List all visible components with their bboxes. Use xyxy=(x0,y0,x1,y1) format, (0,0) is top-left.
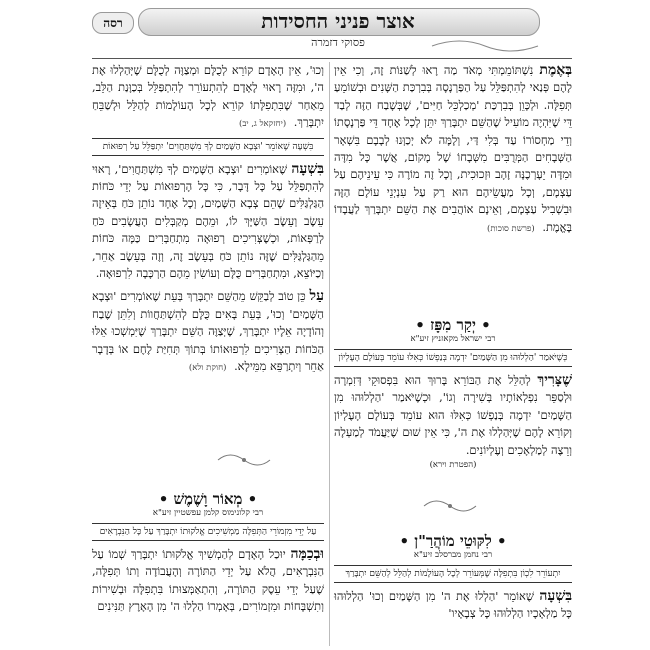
section-title: • לִקּוּטֵי מוֹהֲרַ"ן • xyxy=(399,532,507,550)
paragraph xyxy=(92,161,324,283)
lead-word: וּבְכַמָּה xyxy=(290,546,325,562)
source-ref: (פרשת סוכות) xyxy=(487,223,535,234)
paragraph-text: כֵּן טוֹב לְבַקֵּשׁ מֵהַשֵּׁם יִתְבָּרַךְ בְּעֵת שֶׁאוֹמְרִים 'וּצְבָא הַשָּׁמַיִם' וְכוּ', בְּעֵת בָּאִים כֻּלָּם לְהִשְׁתַּחֲווֹת וְלִתֵּן שֶׁבַח וְהוֹדָיָה אֵלָיו יִתְבָּרַךְ, שֶׁיְּצַוֶּה הַשֵּׁם יִתְבָּרַךְ שֶׁיִּמְשְׁכוּ אֵלּוּ הַכֹּחוֹת הַצְּרִיכִים לִרְפוּאוֹתוֹ בְּתוֹךְ תְּחִיַּת לֶחֶם אוֹ בְּדָבָר אַחֵר וְיִתְרַפֵּא מִמֵּילָא. xyxy=(92,289,324,374)
paragraph-text: נִשְׁתּוֹמֵמְתִּי מְאֹד מַה רָאוּ לְשַׁנּוֹת זֶה, וְכִי אֵין לָהֶם פְּנַאי לְהִתְפַּלֵּל עַל הַפַּרְנָסָה בְּבִרְכַּת הַשָּׁנִים וּבְשׁוֹמֵעַ תְּפִלָּה. וּלְכָּוֵן בְּבִרְכַּת 'מְכַלְכֵּל חַיִּים', שֶׁבְּשָׁבַח הַזֶּה לְבַד דֵּי שֶׁיִּהְיֶה מוֹעִיל שֶׁהַשֵּׁם יִתְבָּרַךְ יִתֵּן לְכָל אֶחָד דֵּי פַּרְנָסָתוֹ וְדֵי מַחְסוֹרוֹ עַד בְּלִי דַּי, וְלָמָּה לֹא יְכַוְּנוּ לְבָבָם בִּשְׁאָר הַשְּׁבָחִים הַמְּרֻבִּים מִשְּׁבָחוֹ שֶׁל מָקוֹם, אֲשֶׁר כָּל מִדָּה וּמִדָּה יֵעָרְכֶנָּה זָהָב וּזְכוּכִית, וְכָל זֶה מוֹרֶה כִּי עֵינֵיהֶם עַל עַצְמָם, וְכָל מַעֲשֵׂיהֶם הוּא רַק עַל עִנְיְנֵי עוֹלָם הַזֶּה וּבִשְׁבִיל עַצְמָם, וְאֵינָם אוֹהֲבִים אֶת הַשֵּׁם יִתְבָּרַךְ לַעֲבָדוֹ בֶּאֱמֶת. xyxy=(334,63,572,234)
paragraph xyxy=(334,588,572,623)
paragraph-text: יוּכַל הָאָדָם לְהַמְשִׁיךְ אֱלֹקוּתוֹ יִתְבָּרַךְ שְׁמוֹ עַל הַנִּבְרָאִים, הֲלֹא עַל יְדֵי הַתּוֹרָה וְהָעֲבוֹדָה וְתוֹ תְּפִלָּה, שֶׁעַל יְדֵי עֵסֶק הַתּוֹרָה, וְהִתְאַמְּצוּתוֹ בִּתְפִלָּה וּבְשִׁירוֹת וְתִשְׁבָּחוֹת וּמִזְמוֹרִים, בְּאָמְרוֹ הַלְלוּ ה' מִן הָאָרֶץ תַּנִּינִים xyxy=(92,547,324,614)
paragraph-text: לְהַלֵּל אֶת הַבּוֹרֵא בָּרוּךְ הוּא בִּפְסוּקֵי דְּזִמְרָה וּלְסַפֵּר נִפְלְאוֹתָיו בְּשִׁירָה וְגוֹ', וּכְשֶׁיֹּאמַר 'הַלְלוּהוּ מִן הַשָּׁמַיִם' יִדְמֶה בְּנַפְשׁוֹ כְּאִלּוּ הוּא עוֹמֵד בְּעוֹלָם הָעֶלְיוֹן וְקוֹרֵא לָהֶם שֶׁיְּהַלְלוּ אֶת ה', כִּי אֵין שׁוּם שֶׁיַּעֲמֹד לְמַעְלָה וְרֵצֶה לְמַלְאָכִים וְעֶלְיוֹנִים. xyxy=(334,373,572,457)
section-title: • מְאוֹר וָשֶׁמֶשׁ • xyxy=(158,490,258,508)
lead-word: עַל xyxy=(309,288,324,305)
flourish-ornament-icon xyxy=(422,496,478,516)
section-author: רבי ישראל מקאזניץ זיע"א xyxy=(410,334,496,344)
section-title: • יְקַר מִפָּז • xyxy=(415,316,491,334)
left-section-maor-vashemesh xyxy=(92,486,324,616)
source-ref: (יחזקאל ג, יב) xyxy=(239,119,287,130)
header-flourish-icon xyxy=(430,38,540,58)
paragraph xyxy=(92,288,324,377)
paragraph xyxy=(334,372,572,459)
right-section-yekar-mipaz xyxy=(334,312,572,471)
page-number: רסה xyxy=(92,12,134,34)
summary-box: כְּשֶׁיֹּאמַר 'הַלְלוּהוּ מִן הַשָּׁמַיִם' יִדְמֶה בְּנַפְשׁוֹ כְּאִלּוּ עוֹמֵד בְּעוֹלָם הָעֶלְיוֹן xyxy=(334,349,572,367)
source-ref: (הפטרת וירא) xyxy=(429,460,477,471)
section-author: רבי נחמן מברסלב זיע"א xyxy=(413,550,493,560)
paragraph xyxy=(92,546,324,616)
source-ref: (חוקת ולא) xyxy=(188,363,227,374)
section-title-text: יְקַר מִפָּז xyxy=(430,316,476,334)
right-column-opening xyxy=(334,62,572,238)
summary-box: בִּשְׁעָה שֶׁאוֹמֵר 'וּצְבָא הַשָּׁמַיִם לְךָ מִשְׁתַּחֲוִים' יִתְפַּלֵּל עַל רְפוּאוֹת xyxy=(92,138,324,156)
lead-word: בְּאֶמֶת xyxy=(539,62,572,78)
paragraph-text: שֶׁאוֹמֵר 'הַלְלוּ אֶת ה' מִן הַשָּׁמַיִם וְכוּ' הַלְלוּהוּ כָּל מַלְאָכָיו הַלְלוּהוּ כָּל צְבָאָיו' xyxy=(334,589,572,621)
flourish-ornament-icon xyxy=(216,450,272,470)
lead-word: בִּשְׁעָה xyxy=(291,160,324,177)
paragraph-text: שֶׁאוֹמְרִים 'וּצְבָא הַשָּׁמַיִם לְךָ מִשְׁתַּחֲוִים', רָאוּי לְהִתְפַּלֵּל עַל כָּל דָּבָר, כִּי כָּל הָרְפוּאוֹת עַל יְדֵי כֹּחוֹת הַגַּלְגַּלִּים שֶׁהֵם צְבָא הַשָּׁמַיִם, וְכָל אֶחָד נוֹתֵן כֹּחַ בְּאֵיזֶה עֵשֶׂב וְעֵשֶׂב הַשַּׁיָּךְ לוֹ, וּמֵהֶם מְקַבְּלִים הָעֲשָׂבִים כֹּחַ לְרַפְּאוֹת, וּכְשֶׁצְּרִיכִים רְפוּאָה מִתְחַבְּרִים כַּמָּה כֹּחוֹת מֵהַגַּלְגַּלִּים שֶׁזֶּה נוֹתֵן כֹּחַ בְּעֵשֶׂב זֶה, וְזֶה בְּעֵשֶׂב אַחֵר, וְכַיּוֹצֵא, וּמִתְחַבְּרִים כֻּלָּם וְעוֹשִׂין מֵהֶם הַרְכָּבָה לִרְפוּאָה. xyxy=(92,161,324,281)
section-author: רבי קלונימוס קלמן עפשטיין זיע"א xyxy=(152,508,264,518)
summary-box: עַל יְדֵי מִזְמוֹרֵי הַתְּפִלָּה מַמְשִׁיכִים אֱלֹקוּתוֹ יִתְבָּרַךְ עַל כָּל הַנִּבְרָאִים xyxy=(92,523,324,541)
left-column-opening xyxy=(92,62,324,378)
lead-word: שֶׁצָּרִיךְ xyxy=(537,372,572,388)
paragraph-text: וְכוּ', אֵין הָאָדָם קוֹרֵא לְכֻלָּם וּמְצַוֶּה לְכֻלָּם שֶׁיְּהַלְלוּ אֶת ה', וּמִזֶּה רָאוּי לָאָדָם לְהִתְעוֹרֵר לְהִתְפַּלֵּל בְּכַוָּנַת הַלֵּב, מֵאַחַר שֶׁבִּתְפִלָּתוֹ קוֹרֵא לְכָל הָעוֹלָמוֹת לְהַלֵּל וּלְשַׁבֵּחַ יִתְבָּרַךְ. xyxy=(92,63,324,130)
header-rule xyxy=(92,58,572,59)
right-section-likutei-moharan xyxy=(334,528,572,623)
column-divider xyxy=(329,62,330,646)
paragraph xyxy=(92,62,324,134)
paragraph xyxy=(334,62,572,238)
lead-word: בִּשְׁעָה xyxy=(539,588,572,604)
section-title-text: לִקּוּטֵי מוֹהֲרַ"ן xyxy=(414,532,492,550)
summary-box: יִתְעוֹרֵר לִכְוֹן בִּתְפִלָּה שֶׁמְּעוֹרֵר לְכָל הָעוֹלָמוֹת לְהַלֵּל לְהַשֵּׁם יִתְבָּרַךְ xyxy=(334,565,572,583)
chapter-subtitle: פסוקי דזמרה xyxy=(311,36,365,49)
section-title-text: מְאוֹר וָשֶׁמֶשׁ xyxy=(173,490,243,508)
book-title: אוצר פניני החסידות xyxy=(261,9,415,33)
